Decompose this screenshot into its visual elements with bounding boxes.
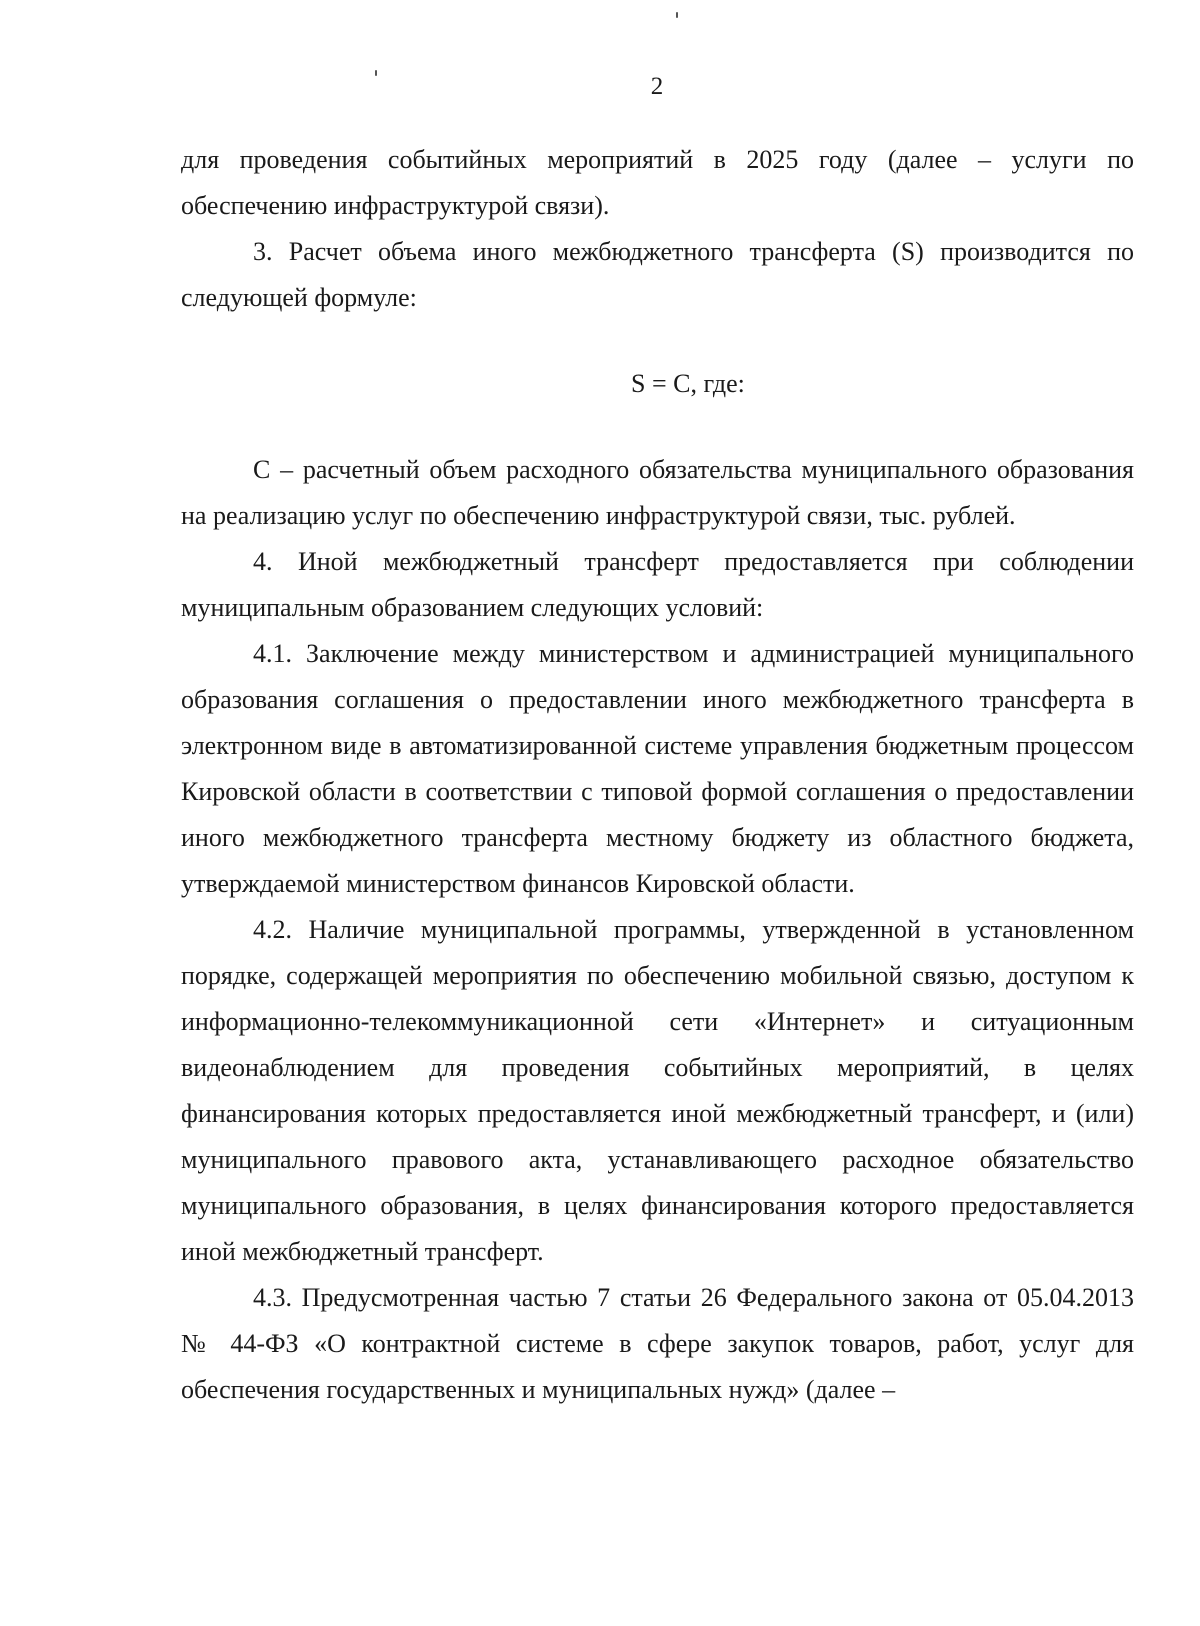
- paragraph-4-2: 4.2. Наличие муниципальной программы, утвержденной в установленном порядке, содержащей мероприятия по обеспечению мобильной связью, доступом к информационно-телекоммуникационной сети «Интернет» и ситуационным видеонаблюдением для проведения событийных мероприятий, в целях финансирования которых предоставляется иной межбюджетный трансферт, и (или) муниципального правового акта, устанавливающего расходное обязательство муниципального образования, в целях финансирования которого предоставляется иной межбюджетный трансферт.: [181, 915, 1134, 1266]
- paragraph-4-3: 4.3. Предусмотренная частью 7 статьи 26 Федерального закона от 05.04.2013 № 44-ФЗ «О контрактной системе в сфере закупок товаров, работ, услуг для обеспечения государственных и муниципальных нужд» (далее –: [181, 1283, 1134, 1404]
- scan-speck: [676, 12, 678, 18]
- paragraph-3: 3. Расчет объема иного межбюджетного трансферта (S) производится по следующей формуле:: [181, 237, 1134, 312]
- paragraph-4-1: 4.1. Заключение между министерством и администрацией муниципального образования соглашения о предоставлении иного межбюджетного трансферта в электронном виде в автоматизированной системе управления бюджетным процессом Кировской области в соответствии с типовой формой соглашения о предоставлении иного межбюджетного трансферта местному бюджету из областного бюджета, утверждаемой министерством финансов Кировской области.: [181, 639, 1134, 898]
- document-body: [181, 137, 1134, 1413]
- formula: S = C, где:: [631, 369, 745, 398]
- formula-definition: C – расчетный объем расходного обязательства муниципального образования на реализацию услуг по обеспечению инфраструктурой связи, тыс. рублей.: [181, 455, 1134, 530]
- page-number: 2: [650, 73, 664, 100]
- paragraph-4: 4. Иной межбюджетный трансферт предоставляется при соблюдении муниципальным образованием следующих условий:: [181, 547, 1134, 622]
- paragraph-continuation: для проведения событийных мероприятий в 2025 году (далее – услуги по обеспечению инфраструктурой связи).: [181, 145, 1134, 220]
